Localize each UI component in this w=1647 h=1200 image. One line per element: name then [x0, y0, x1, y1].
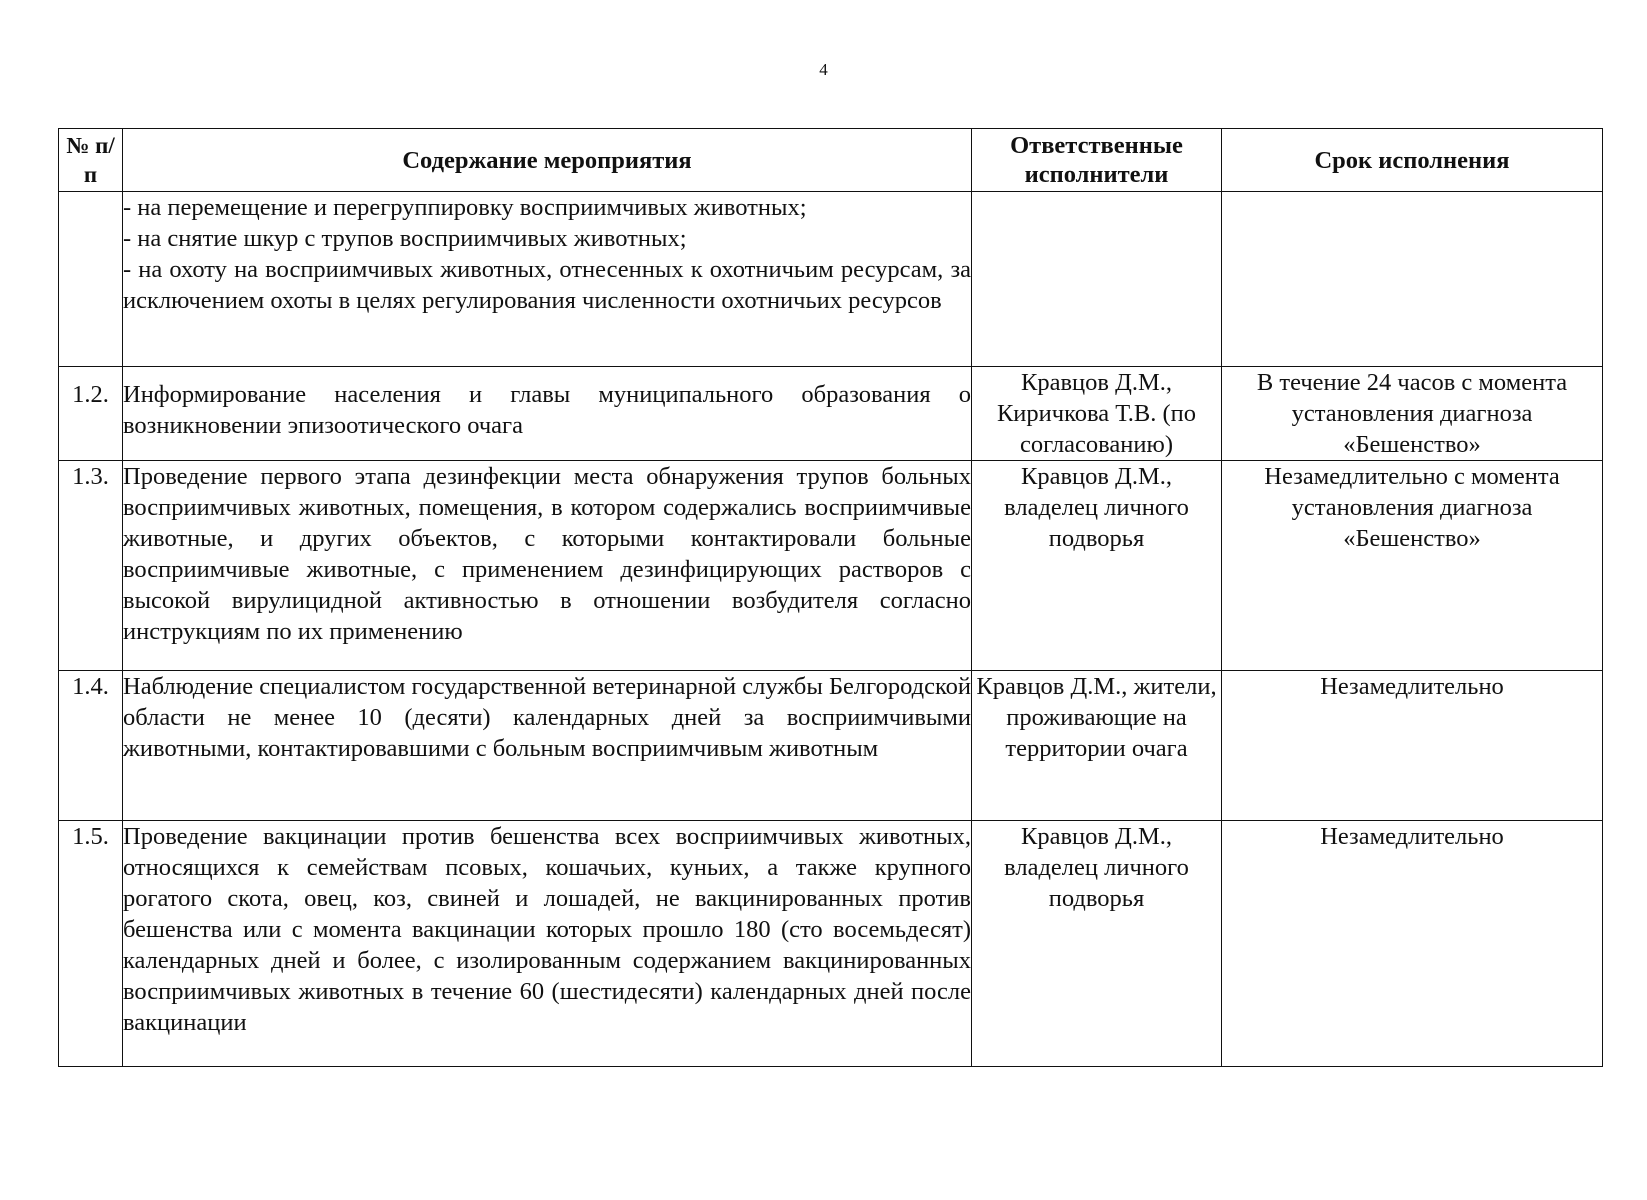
table-row [59, 671, 1603, 821]
row-deadline [1222, 192, 1603, 367]
row-num: 1.5. [59, 821, 123, 1067]
table-row [59, 367, 1603, 461]
row-num [59, 192, 123, 367]
row-content [123, 671, 972, 821]
row-deadline: Незамедлительно с момента установления диагноза «Бешенство» [1222, 461, 1603, 671]
row-num: 1.2. [59, 367, 123, 461]
table-row [59, 461, 1603, 671]
table-row [59, 821, 1603, 1067]
row-content [123, 461, 972, 671]
row-content [123, 821, 972, 1067]
row-deadline: Незамедлительно [1222, 671, 1603, 821]
content-line: Проведение первого этапа дезинфекции места обнаружения трупов больных восприимчивых животных, помещения, в котором содержались восприимчивые животные, и других объектов, с которыми контактировали больные восприимчивые животные, с применением дезинфицирующих растворов с высокой вирулицидной активностью в отношении возбудителя согласно инструкциям по их применению [123, 463, 971, 645]
row-responsible: Кравцов Д.М., Киричкова Т.В. (по согласованию) [972, 367, 1222, 461]
row-responsible [972, 192, 1222, 367]
table-header-row [59, 129, 1603, 192]
table-row [59, 192, 1603, 367]
content-line: Проведение вакцинации против бешенства всех восприимчивых животных, относящихся к семействам псовых, кошачьих, куньих, а также крупного рогатого скота, овец, коз, свиней и лошадей, не вакцинированных против бешенства или с момента вакцинации которых прошло 180 (сто восемьдесят) календарных дней и более, с изолированным содержанием вакцинированных восприимчивых животных в течение 60 (шестидесяти) календарных дней после вакцинации [123, 823, 971, 1036]
content-line: Наблюдение специалистом государственной ветеринарной службы Белгородской области не менее 10 (десяти) календарных дней за восприимчивыми животными, контактировавшими с больным восприимчивым животным [123, 673, 971, 762]
row-responsible: Кравцов Д.М., жители, проживающие на территории очага [972, 671, 1222, 821]
content-line: - на охоту на восприимчивых животных, отнесенных к охотничьим ресурсам, за исключением охоты в целях регулирования численности охотничьих ресурсов [123, 256, 971, 314]
row-num: 1.3. [59, 461, 123, 671]
row-deadline: В течение 24 часов с момента установления диагноза «Бешенство» [1222, 367, 1603, 461]
header-deadline: Срок исполнения [1222, 129, 1603, 192]
row-responsible: Кравцов Д.М., владелец личного подворья [972, 821, 1222, 1067]
header-responsible: Ответственные исполнители [972, 129, 1222, 192]
row-num: 1.4. [59, 671, 123, 821]
row-deadline: Незамедлительно [1222, 821, 1603, 1067]
row-content [123, 192, 972, 367]
row-responsible: Кравцов Д.М., владелец личного подворья [972, 461, 1222, 671]
measures-table [58, 128, 1603, 1067]
content-line: - на перемещение и перегруппировку восприимчивых животных; [123, 194, 807, 221]
page-number: 4 [819, 60, 828, 79]
content-line: Информирование населения и главы муниципального образования о возникновении эпизоотического очага [123, 381, 971, 439]
row-content [123, 367, 972, 461]
header-content: Содержание мероприятия [123, 129, 972, 192]
header-num: № п/п [59, 129, 123, 192]
content-line: - на снятие шкур с трупов восприимчивых животных; [123, 225, 687, 252]
